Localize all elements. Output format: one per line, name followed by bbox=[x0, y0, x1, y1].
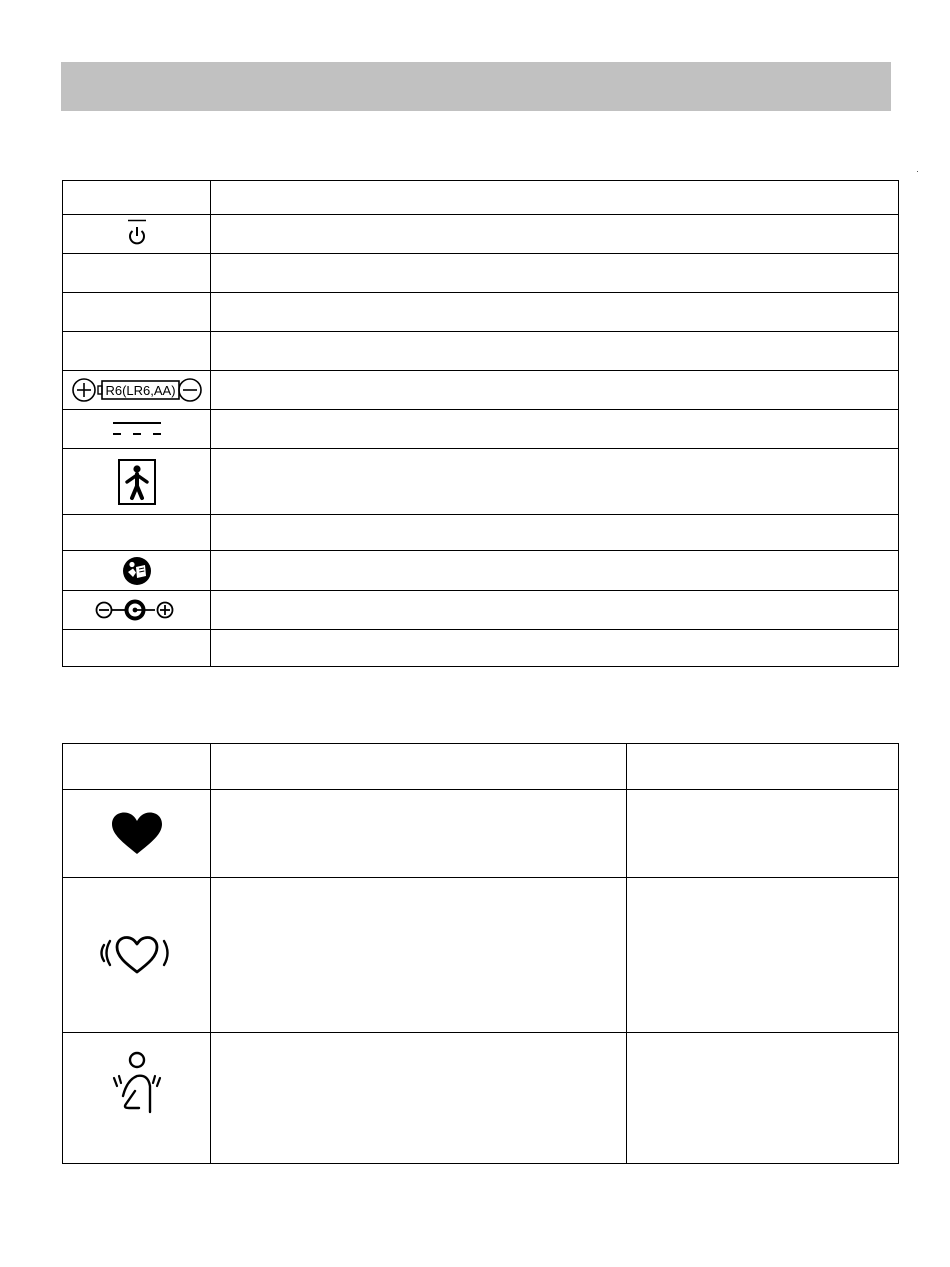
table-row bbox=[63, 254, 899, 293]
table-header-row bbox=[63, 744, 899, 790]
battery-type-label: R6(LR6,AA) bbox=[104, 383, 176, 398]
description-cell bbox=[211, 215, 899, 254]
description-cell bbox=[211, 591, 899, 630]
symbol-cell bbox=[63, 449, 211, 515]
description-cell bbox=[211, 293, 899, 332]
body-movement-icon bbox=[97, 1050, 177, 1146]
description-cell bbox=[211, 630, 899, 667]
table-row bbox=[63, 293, 899, 332]
dc-polarity-icon bbox=[95, 597, 179, 623]
description-cell bbox=[211, 515, 899, 551]
table-row bbox=[63, 332, 899, 371]
symbol-cell bbox=[63, 1033, 211, 1164]
remark-header-cell bbox=[627, 744, 899, 790]
table-row bbox=[63, 551, 899, 591]
symbols-table bbox=[62, 180, 899, 667]
table-row bbox=[63, 591, 899, 630]
power-standby-icon bbox=[122, 219, 152, 249]
remark-cell bbox=[627, 1033, 899, 1164]
remark-cell bbox=[627, 878, 899, 1033]
symbol-cell bbox=[63, 591, 211, 630]
table-header-row bbox=[63, 181, 899, 215]
section-title bbox=[61, 75, 73, 97]
symbol-cell bbox=[63, 790, 211, 878]
table-row bbox=[63, 215, 899, 254]
symbol-cell bbox=[63, 215, 211, 254]
indicator-table bbox=[62, 743, 899, 1164]
symbol-cell bbox=[63, 878, 211, 1033]
irregular-heartbeat-icon bbox=[95, 935, 179, 975]
symbol-cell bbox=[63, 254, 211, 293]
table-row bbox=[63, 1033, 899, 1164]
remark-cell bbox=[627, 790, 899, 878]
table-row bbox=[63, 790, 899, 878]
symbol-cell bbox=[63, 293, 211, 332]
heart-icon bbox=[110, 811, 164, 857]
symbol-cell bbox=[63, 551, 211, 591]
description-header-cell bbox=[211, 181, 899, 215]
stray-mark bbox=[917, 171, 918, 172]
symbol-cell bbox=[63, 410, 211, 449]
symbol-cell bbox=[63, 630, 211, 667]
type-bf-applied-part-icon bbox=[117, 458, 157, 506]
description-cell bbox=[211, 254, 899, 293]
table-row bbox=[63, 449, 899, 515]
symbol-header-cell bbox=[63, 744, 211, 790]
battery-polarity-icon bbox=[72, 376, 202, 404]
section-header-bar bbox=[61, 62, 891, 111]
table-row bbox=[63, 878, 899, 1033]
symbol-cell bbox=[63, 332, 211, 371]
description-header-cell bbox=[211, 744, 627, 790]
description-cell bbox=[211, 878, 627, 1033]
symbol-cell bbox=[63, 515, 211, 551]
symbol-header-cell bbox=[63, 181, 211, 215]
table-row bbox=[63, 630, 899, 667]
description-cell bbox=[211, 371, 899, 410]
description-cell bbox=[211, 410, 899, 449]
table-row bbox=[63, 515, 899, 551]
description-cell bbox=[211, 551, 899, 591]
table-row bbox=[63, 371, 899, 410]
direct-current-icon bbox=[107, 418, 167, 440]
description-cell bbox=[211, 1033, 627, 1164]
description-cell bbox=[211, 790, 627, 878]
table-row bbox=[63, 410, 899, 449]
description-cell bbox=[211, 332, 899, 371]
symbol-cell bbox=[63, 371, 211, 410]
follow-instructions-icon bbox=[122, 556, 152, 586]
description-cell bbox=[211, 449, 899, 515]
